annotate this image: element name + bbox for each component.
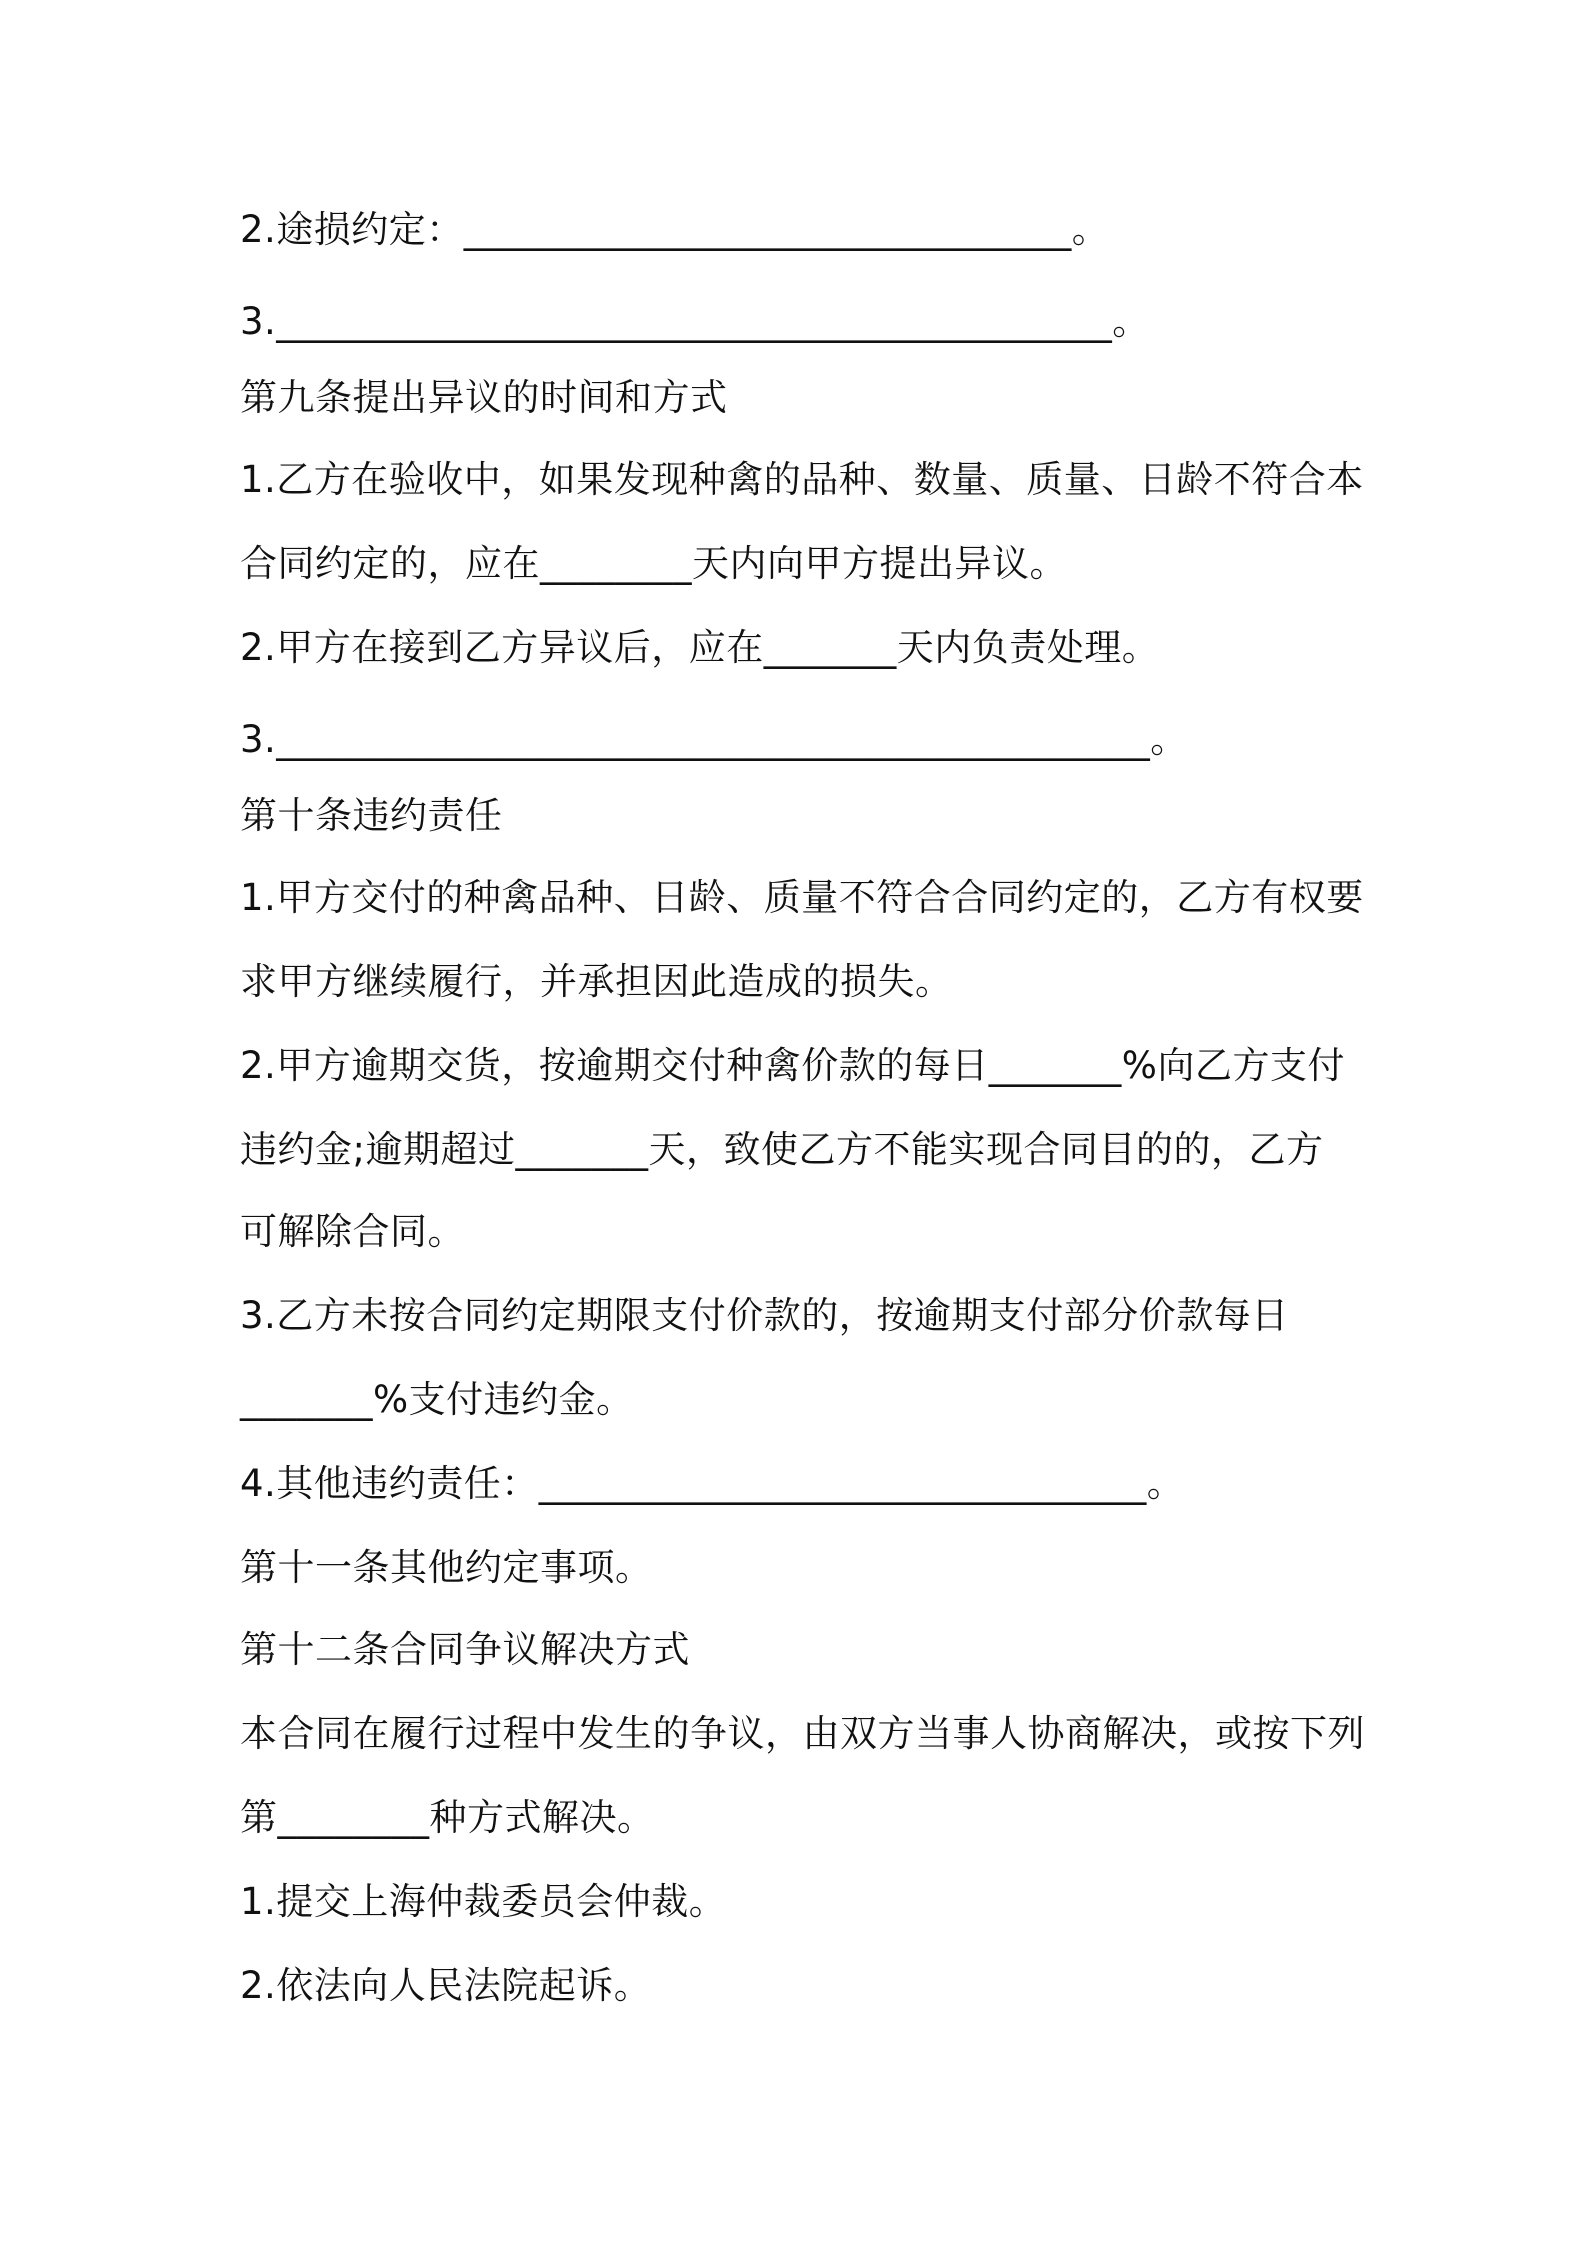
clause-10-heading: 第十条违约责任: [240, 794, 503, 837]
clause-12-body-line-2: 第________种方式解决。: [240, 1796, 655, 1839]
clause-11-heading: 第十一条其他约定事项。: [240, 1546, 653, 1589]
clause-9-item-1-line-2: 合同约定的，应在________天内向甲方提出异议。: [240, 542, 1067, 585]
clause-10-item-3-line-1: 3.乙方未按合同约定期限支付价款的，按逾期支付部分价款每日: [240, 1294, 1289, 1337]
clause-10-item-1-line-1: 1.甲方交付的种禽品种、日龄、质量不符合合同约定的，乙方有权要: [240, 876, 1364, 919]
clause-12-option-2: 2.依法向人民法院起诉。: [240, 1964, 652, 2007]
clause-12-body-line-1: 本合同在履行过程中发生的争议，由双方当事人协商解决，或按下列: [240, 1712, 1365, 1755]
clause-9-item-1-line-1: 1.乙方在验收中，如果发现种禽的品种、数量、质量、日龄不符合本: [240, 458, 1364, 501]
clause-12-option-1: 1.提交上海仲裁委员会仲裁。: [240, 1880, 727, 1923]
clause-10-item-2-line-3: 可解除合同。: [240, 1210, 465, 1253]
clause-10-item-1-line-2: 求甲方继续履行，并承担因此造成的损失。: [240, 960, 953, 1003]
clause-10-item-2-line-1: 2.甲方逾期交货，按逾期交付种禽价款的每日_______%向乙方支付: [240, 1044, 1345, 1087]
clause-12-heading: 第十二条合同争议解决方式: [240, 1628, 690, 1671]
clause-10-item-4: 4.其他违约责任：________________________________。: [240, 1462, 1185, 1505]
clause-10-item-3-line-2: _______%支付违约金。: [240, 1378, 634, 1421]
clause-9-item-2: 2.甲方在接到乙方异议后，应在_______天内负责处理。: [240, 626, 1160, 669]
clause-8-item-2-transit-loss: 2.途损约定：________________________________。: [240, 208, 1110, 251]
clause-8-item-3: 3.____________________________________________。: [240, 300, 1150, 343]
clause-10-item-2-line-2: 违约金;逾期超过_______天，致使乙方不能实现合同目的的，乙方: [240, 1128, 1324, 1171]
clause-9-item-3: 3.______________________________________________。: [240, 718, 1188, 761]
clause-9-heading: 第九条提出异议的时间和方式: [240, 376, 728, 419]
